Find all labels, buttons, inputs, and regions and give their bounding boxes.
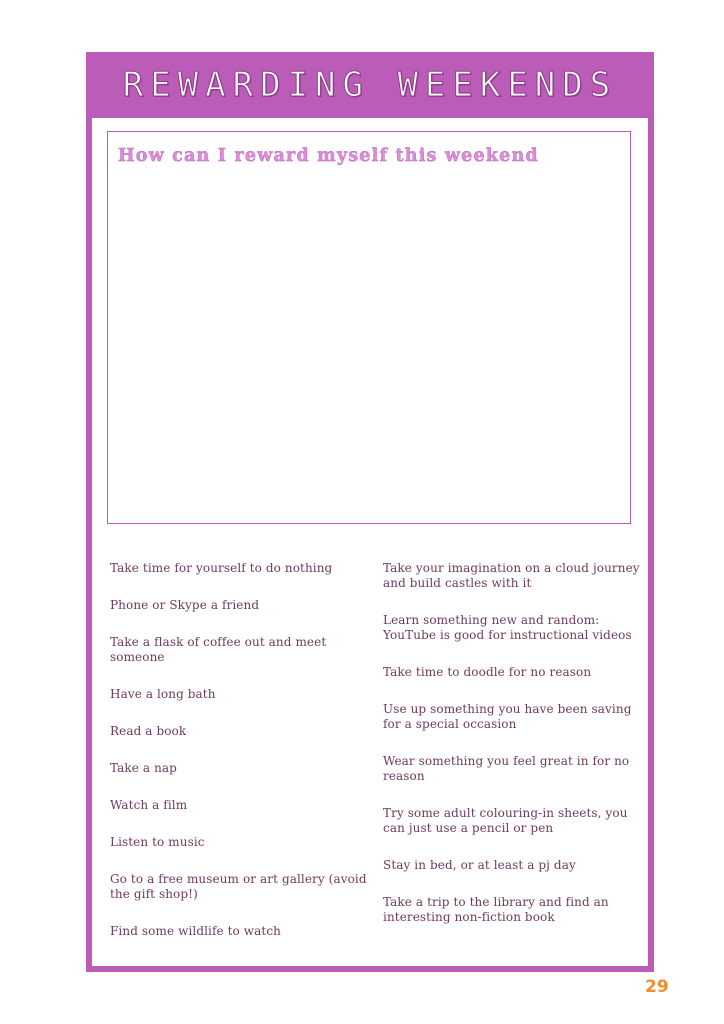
- list-item: Phone or Skype a friend: [110, 598, 260, 612]
- list-item: Take a trip to the library and find an interesting non-fiction book: [383, 895, 609, 924]
- title-bar: [86, 52, 654, 118]
- list-item: Find some wildlife to watch: [110, 924, 281, 938]
- list-item: Take a nap: [110, 761, 177, 775]
- list-item: Stay in bed, or at least a pj day: [383, 858, 576, 872]
- list-item: Try some adult colouring-in sheets, you can just use a pencil or pen: [383, 806, 628, 835]
- list-item: Have a long bath: [110, 687, 216, 701]
- list-item: Take a flask of coffee out and meet someone: [110, 635, 327, 664]
- page-title: REWARDING WEEKENDS: [122, 65, 618, 105]
- reward-notes-heading: How can I reward myself this weekend: [118, 146, 539, 166]
- list-item: Take time to doodle for no reason: [383, 665, 592, 679]
- ideas-list-left: [110, 561, 370, 961]
- list-item: Wear something you feel great in for no reason: [383, 754, 630, 783]
- page-number: 29: [645, 977, 669, 997]
- list-item: Read a book: [110, 724, 187, 738]
- list-item: Go to a free museum or art gallery (avoid the gift shop!): [110, 872, 367, 901]
- list-item: Take time for yourself to do nothing: [110, 561, 333, 575]
- list-item: Take your imagination on a cloud journey and build castles with it: [383, 561, 640, 590]
- reward-notes-box[interactable]: [107, 131, 631, 524]
- list-item: Listen to music: [110, 835, 205, 849]
- list-item: Learn something new and random: YouTube is good for instructional videos: [383, 613, 632, 642]
- list-item: Watch a film: [110, 798, 188, 812]
- list-item: Use up something you have been saving for a special occasion: [383, 702, 632, 731]
- ideas-list-right: [383, 561, 643, 947]
